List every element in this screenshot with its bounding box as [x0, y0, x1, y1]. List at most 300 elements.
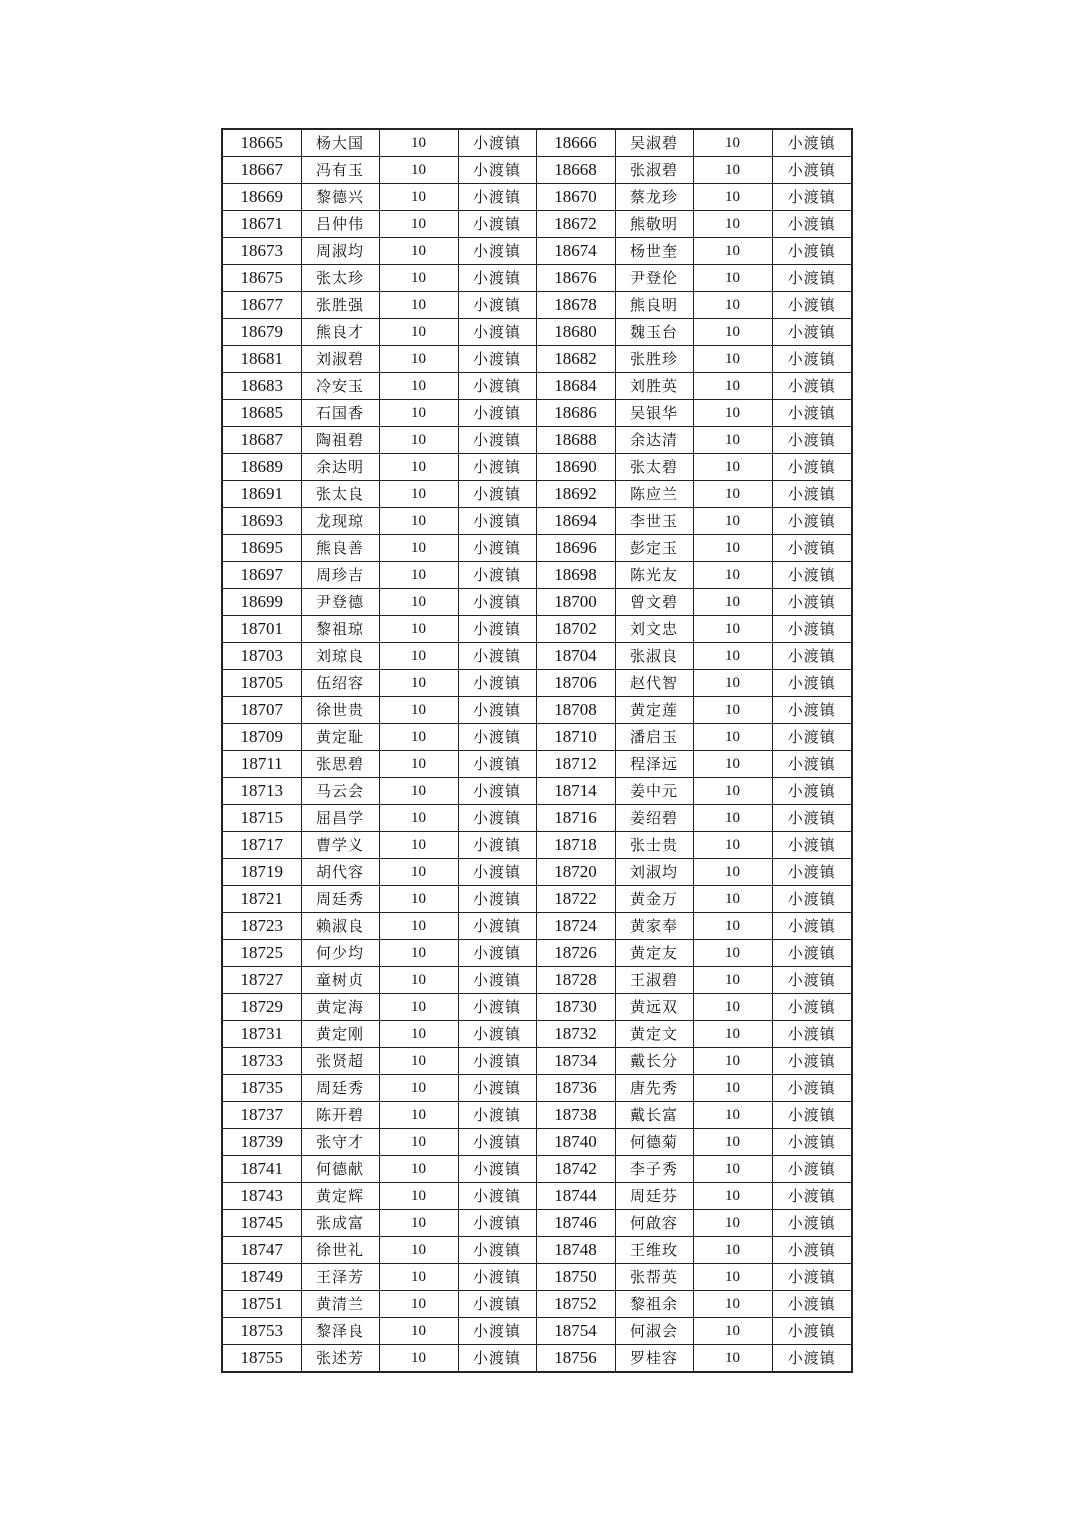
town-cell: 小渡镇 — [772, 427, 852, 454]
person-name-cell: 曹学义 — [301, 832, 379, 859]
person-name-cell: 刘淑均 — [615, 859, 693, 886]
town-cell: 小渡镇 — [772, 157, 852, 184]
town-cell: 小渡镇 — [772, 940, 852, 967]
town-cell: 小渡镇 — [458, 778, 536, 805]
town-cell: 小渡镇 — [772, 1156, 852, 1183]
person-name-cell: 陈开碧 — [301, 1102, 379, 1129]
table-row — [222, 832, 852, 859]
person-name-cell: 蔡龙珍 — [615, 184, 693, 211]
record-id-cell: 18683 — [222, 373, 301, 400]
amount-cell: 10 — [379, 400, 458, 427]
amount-cell: 10 — [379, 238, 458, 265]
amount-cell: 10 — [379, 157, 458, 184]
amount-cell: 10 — [693, 184, 772, 211]
amount-cell: 10 — [693, 211, 772, 238]
person-name-cell: 黄定海 — [301, 994, 379, 1021]
town-cell: 小渡镇 — [772, 1318, 852, 1345]
table-row — [222, 1345, 852, 1373]
table-row — [222, 1075, 852, 1102]
amount-cell: 10 — [693, 1021, 772, 1048]
amount-cell: 10 — [379, 940, 458, 967]
amount-cell: 10 — [379, 805, 458, 832]
person-name-cell: 尹登德 — [301, 589, 379, 616]
record-id-cell: 18749 — [222, 1264, 301, 1291]
town-cell: 小渡镇 — [458, 1318, 536, 1345]
record-id-cell: 18719 — [222, 859, 301, 886]
amount-cell: 10 — [379, 1102, 458, 1129]
record-id-cell: 18714 — [536, 778, 615, 805]
person-name-cell: 黎祖余 — [615, 1291, 693, 1318]
town-cell: 小渡镇 — [772, 724, 852, 751]
table-row — [222, 400, 852, 427]
person-name-cell: 周淑均 — [301, 238, 379, 265]
record-id-cell: 18710 — [536, 724, 615, 751]
person-name-cell: 张太碧 — [615, 454, 693, 481]
town-cell: 小渡镇 — [772, 319, 852, 346]
record-id-cell: 18743 — [222, 1183, 301, 1210]
person-name-cell: 何德献 — [301, 1156, 379, 1183]
person-name-cell: 张胜珍 — [615, 346, 693, 373]
amount-cell: 10 — [379, 1264, 458, 1291]
amount-cell: 10 — [693, 967, 772, 994]
person-name-cell: 唐先秀 — [615, 1075, 693, 1102]
person-name-cell: 黄定文 — [615, 1021, 693, 1048]
roster-table — [221, 128, 853, 1373]
person-name-cell: 周珍吉 — [301, 562, 379, 589]
record-id-cell: 18715 — [222, 805, 301, 832]
amount-cell: 10 — [379, 292, 458, 319]
table-row — [222, 913, 852, 940]
person-name-cell: 刘胜英 — [615, 373, 693, 400]
record-id-cell: 18748 — [536, 1237, 615, 1264]
person-name-cell: 刘淑碧 — [301, 346, 379, 373]
person-name-cell: 熊良明 — [615, 292, 693, 319]
town-cell: 小渡镇 — [458, 724, 536, 751]
amount-cell: 10 — [693, 994, 772, 1021]
person-name-cell: 张士贵 — [615, 832, 693, 859]
person-name-cell: 陈光友 — [615, 562, 693, 589]
table-row — [222, 751, 852, 778]
amount-cell: 10 — [379, 913, 458, 940]
record-id-cell: 18685 — [222, 400, 301, 427]
person-name-cell: 黎泽良 — [301, 1318, 379, 1345]
table-row — [222, 805, 852, 832]
record-id-cell: 18699 — [222, 589, 301, 616]
town-cell: 小渡镇 — [458, 805, 536, 832]
town-cell: 小渡镇 — [772, 184, 852, 211]
town-cell: 小渡镇 — [458, 238, 536, 265]
record-id-cell: 18724 — [536, 913, 615, 940]
person-name-cell: 刘文忠 — [615, 616, 693, 643]
amount-cell: 10 — [379, 670, 458, 697]
amount-cell: 10 — [693, 238, 772, 265]
record-id-cell: 18667 — [222, 157, 301, 184]
amount-cell: 10 — [693, 319, 772, 346]
person-name-cell: 彭定玉 — [615, 535, 693, 562]
amount-cell: 10 — [693, 129, 772, 157]
town-cell: 小渡镇 — [458, 1183, 536, 1210]
person-name-cell: 张淑碧 — [615, 157, 693, 184]
town-cell: 小渡镇 — [772, 481, 852, 508]
amount-cell: 10 — [693, 859, 772, 886]
amount-cell: 10 — [693, 1291, 772, 1318]
town-cell: 小渡镇 — [458, 1156, 536, 1183]
town-cell: 小渡镇 — [458, 1210, 536, 1237]
record-id-cell: 18734 — [536, 1048, 615, 1075]
amount-cell: 10 — [693, 1183, 772, 1210]
table-row — [222, 859, 852, 886]
town-cell: 小渡镇 — [772, 886, 852, 913]
town-cell: 小渡镇 — [772, 1048, 852, 1075]
table-row — [222, 967, 852, 994]
person-name-cell: 黄金万 — [615, 886, 693, 913]
person-name-cell: 杨世奎 — [615, 238, 693, 265]
record-id-cell: 18684 — [536, 373, 615, 400]
town-cell: 小渡镇 — [772, 778, 852, 805]
amount-cell: 10 — [379, 643, 458, 670]
record-id-cell: 18741 — [222, 1156, 301, 1183]
table-row — [222, 643, 852, 670]
person-name-cell: 陈应兰 — [615, 481, 693, 508]
town-cell: 小渡镇 — [458, 1264, 536, 1291]
person-name-cell: 胡代容 — [301, 859, 379, 886]
record-id-cell: 18755 — [222, 1345, 301, 1373]
town-cell: 小渡镇 — [458, 319, 536, 346]
town-cell: 小渡镇 — [772, 129, 852, 157]
town-cell: 小渡镇 — [458, 913, 536, 940]
amount-cell: 10 — [693, 643, 772, 670]
town-cell: 小渡镇 — [458, 1021, 536, 1048]
record-id-cell: 18751 — [222, 1291, 301, 1318]
record-id-cell: 18696 — [536, 535, 615, 562]
town-cell: 小渡镇 — [772, 1075, 852, 1102]
record-id-cell: 18677 — [222, 292, 301, 319]
town-cell: 小渡镇 — [458, 400, 536, 427]
table-row — [222, 238, 852, 265]
town-cell: 小渡镇 — [772, 994, 852, 1021]
record-id-cell: 18744 — [536, 1183, 615, 1210]
record-id-cell: 18750 — [536, 1264, 615, 1291]
record-id-cell: 18728 — [536, 967, 615, 994]
town-cell: 小渡镇 — [458, 1048, 536, 1075]
amount-cell: 10 — [379, 697, 458, 724]
amount-cell: 10 — [693, 616, 772, 643]
town-cell: 小渡镇 — [458, 129, 536, 157]
town-cell: 小渡镇 — [458, 265, 536, 292]
record-id-cell: 18682 — [536, 346, 615, 373]
person-name-cell: 戴长富 — [615, 1102, 693, 1129]
table-row — [222, 319, 852, 346]
table-row — [222, 1291, 852, 1318]
amount-cell: 10 — [379, 1291, 458, 1318]
town-cell: 小渡镇 — [458, 967, 536, 994]
amount-cell: 10 — [693, 1129, 772, 1156]
record-id-cell: 18723 — [222, 913, 301, 940]
amount-cell: 10 — [693, 1156, 772, 1183]
person-name-cell: 张帮英 — [615, 1264, 693, 1291]
amount-cell: 10 — [379, 1183, 458, 1210]
table-row — [222, 265, 852, 292]
amount-cell: 10 — [379, 454, 458, 481]
amount-cell: 10 — [379, 1318, 458, 1345]
amount-cell: 10 — [693, 508, 772, 535]
town-cell: 小渡镇 — [772, 400, 852, 427]
person-name-cell: 姜中元 — [615, 778, 693, 805]
amount-cell: 10 — [693, 697, 772, 724]
town-cell: 小渡镇 — [772, 670, 852, 697]
amount-cell: 10 — [379, 751, 458, 778]
record-id-cell: 18669 — [222, 184, 301, 211]
amount-cell: 10 — [693, 940, 772, 967]
table-row — [222, 589, 852, 616]
town-cell: 小渡镇 — [458, 994, 536, 1021]
person-name-cell: 熊敬明 — [615, 211, 693, 238]
person-name-cell: 黄定辉 — [301, 1183, 379, 1210]
table-row — [222, 886, 852, 913]
town-cell: 小渡镇 — [458, 481, 536, 508]
person-name-cell: 石国香 — [301, 400, 379, 427]
amount-cell: 10 — [379, 319, 458, 346]
record-id-cell: 18679 — [222, 319, 301, 346]
amount-cell: 10 — [379, 994, 458, 1021]
person-name-cell: 黎祖琼 — [301, 616, 379, 643]
person-name-cell: 陶祖碧 — [301, 427, 379, 454]
person-name-cell: 王淑碧 — [615, 967, 693, 994]
amount-cell: 10 — [379, 373, 458, 400]
amount-cell: 10 — [379, 778, 458, 805]
amount-cell: 10 — [693, 913, 772, 940]
town-cell: 小渡镇 — [772, 1183, 852, 1210]
amount-cell: 10 — [693, 535, 772, 562]
town-cell: 小渡镇 — [772, 373, 852, 400]
person-name-cell: 姜绍碧 — [615, 805, 693, 832]
table-row — [222, 562, 852, 589]
record-id-cell: 18700 — [536, 589, 615, 616]
record-id-cell: 18704 — [536, 643, 615, 670]
amount-cell: 10 — [379, 589, 458, 616]
amount-cell: 10 — [693, 346, 772, 373]
record-id-cell: 18673 — [222, 238, 301, 265]
table-row — [222, 1237, 852, 1264]
record-id-cell: 18691 — [222, 481, 301, 508]
person-name-cell: 周廷秀 — [301, 1075, 379, 1102]
person-name-cell: 李子秀 — [615, 1156, 693, 1183]
person-name-cell: 黄定耻 — [301, 724, 379, 751]
record-id-cell: 18697 — [222, 562, 301, 589]
town-cell: 小渡镇 — [458, 292, 536, 319]
amount-cell: 10 — [693, 373, 772, 400]
town-cell: 小渡镇 — [458, 211, 536, 238]
person-name-cell: 魏玉台 — [615, 319, 693, 346]
town-cell: 小渡镇 — [458, 1129, 536, 1156]
record-id-cell: 18689 — [222, 454, 301, 481]
person-name-cell: 黄家奉 — [615, 913, 693, 940]
amount-cell: 10 — [379, 1048, 458, 1075]
roster-table-body — [222, 129, 852, 1372]
person-name-cell: 冯有玉 — [301, 157, 379, 184]
table-row — [222, 535, 852, 562]
person-name-cell: 黄定莲 — [615, 697, 693, 724]
town-cell: 小渡镇 — [772, 211, 852, 238]
town-cell: 小渡镇 — [458, 1075, 536, 1102]
town-cell: 小渡镇 — [772, 967, 852, 994]
record-id-cell: 18701 — [222, 616, 301, 643]
table-row — [222, 724, 852, 751]
town-cell: 小渡镇 — [458, 940, 536, 967]
table-row — [222, 346, 852, 373]
table-row — [222, 184, 852, 211]
record-id-cell: 18725 — [222, 940, 301, 967]
record-id-cell: 18717 — [222, 832, 301, 859]
town-cell: 小渡镇 — [458, 346, 536, 373]
person-name-cell: 童树贞 — [301, 967, 379, 994]
person-name-cell: 刘琼良 — [301, 643, 379, 670]
amount-cell: 10 — [379, 562, 458, 589]
record-id-cell: 18739 — [222, 1129, 301, 1156]
record-id-cell: 18721 — [222, 886, 301, 913]
person-name-cell: 尹登伦 — [615, 265, 693, 292]
town-cell: 小渡镇 — [458, 1291, 536, 1318]
town-cell: 小渡镇 — [772, 1291, 852, 1318]
record-id-cell: 18754 — [536, 1318, 615, 1345]
person-name-cell: 赵代智 — [615, 670, 693, 697]
table-row — [222, 1183, 852, 1210]
record-id-cell: 18729 — [222, 994, 301, 1021]
person-name-cell: 张太良 — [301, 481, 379, 508]
record-id-cell: 18702 — [536, 616, 615, 643]
record-id-cell: 18711 — [222, 751, 301, 778]
amount-cell: 10 — [379, 832, 458, 859]
table-row — [222, 616, 852, 643]
record-id-cell: 18730 — [536, 994, 615, 1021]
person-name-cell: 吴淑碧 — [615, 129, 693, 157]
record-id-cell: 18695 — [222, 535, 301, 562]
person-name-cell: 黄远双 — [615, 994, 693, 1021]
record-id-cell: 18690 — [536, 454, 615, 481]
person-name-cell: 余达清 — [615, 427, 693, 454]
record-id-cell: 18670 — [536, 184, 615, 211]
record-id-cell: 18737 — [222, 1102, 301, 1129]
record-id-cell: 18680 — [536, 319, 615, 346]
person-name-cell: 黄定友 — [615, 940, 693, 967]
table-row — [222, 508, 852, 535]
amount-cell: 10 — [379, 1156, 458, 1183]
amount-cell: 10 — [693, 454, 772, 481]
record-id-cell: 18735 — [222, 1075, 301, 1102]
town-cell: 小渡镇 — [772, 346, 852, 373]
record-id-cell: 18693 — [222, 508, 301, 535]
record-id-cell: 18718 — [536, 832, 615, 859]
amount-cell: 10 — [379, 724, 458, 751]
person-name-cell: 程泽远 — [615, 751, 693, 778]
table-row — [222, 211, 852, 238]
amount-cell: 10 — [379, 346, 458, 373]
person-name-cell: 龙现琼 — [301, 508, 379, 535]
town-cell: 小渡镇 — [772, 697, 852, 724]
amount-cell: 10 — [379, 859, 458, 886]
table-row — [222, 129, 852, 157]
town-cell: 小渡镇 — [772, 1264, 852, 1291]
town-cell: 小渡镇 — [772, 832, 852, 859]
person-name-cell: 王维玫 — [615, 1237, 693, 1264]
town-cell: 小渡镇 — [772, 292, 852, 319]
table-row — [222, 292, 852, 319]
person-name-cell: 屈昌学 — [301, 805, 379, 832]
town-cell: 小渡镇 — [458, 157, 536, 184]
amount-cell: 10 — [379, 129, 458, 157]
town-cell: 小渡镇 — [458, 184, 536, 211]
record-id-cell: 18687 — [222, 427, 301, 454]
table-row — [222, 427, 852, 454]
person-name-cell: 余达明 — [301, 454, 379, 481]
amount-cell: 10 — [379, 616, 458, 643]
amount-cell: 10 — [693, 778, 772, 805]
town-cell: 小渡镇 — [458, 1345, 536, 1373]
person-name-cell: 李世玉 — [615, 508, 693, 535]
person-name-cell: 戴长分 — [615, 1048, 693, 1075]
amount-cell: 10 — [379, 1210, 458, 1237]
table-row — [222, 373, 852, 400]
record-id-cell: 18752 — [536, 1291, 615, 1318]
amount-cell: 10 — [693, 481, 772, 508]
town-cell: 小渡镇 — [458, 508, 536, 535]
record-id-cell: 18681 — [222, 346, 301, 373]
amount-cell: 10 — [693, 1318, 772, 1345]
table-row — [222, 454, 852, 481]
amount-cell: 10 — [693, 265, 772, 292]
town-cell: 小渡镇 — [772, 859, 852, 886]
amount-cell: 10 — [379, 1075, 458, 1102]
town-cell: 小渡镇 — [458, 373, 536, 400]
record-id-cell: 18708 — [536, 697, 615, 724]
record-id-cell: 18736 — [536, 1075, 615, 1102]
record-id-cell: 18722 — [536, 886, 615, 913]
person-name-cell: 黄清兰 — [301, 1291, 379, 1318]
table-row — [222, 1102, 852, 1129]
person-name-cell: 王泽芳 — [301, 1264, 379, 1291]
town-cell: 小渡镇 — [458, 589, 536, 616]
person-name-cell: 熊良才 — [301, 319, 379, 346]
record-id-cell: 18727 — [222, 967, 301, 994]
amount-cell: 10 — [379, 886, 458, 913]
record-id-cell: 18740 — [536, 1129, 615, 1156]
amount-cell: 10 — [693, 589, 772, 616]
amount-cell: 10 — [379, 211, 458, 238]
amount-cell: 10 — [379, 1129, 458, 1156]
person-name-cell: 张述芳 — [301, 1345, 379, 1373]
table-row — [222, 697, 852, 724]
person-name-cell: 何淑会 — [615, 1318, 693, 1345]
record-id-cell: 18745 — [222, 1210, 301, 1237]
record-id-cell: 18665 — [222, 129, 301, 157]
person-name-cell: 张成富 — [301, 1210, 379, 1237]
record-id-cell: 18753 — [222, 1318, 301, 1345]
person-name-cell: 马云会 — [301, 778, 379, 805]
record-id-cell: 18668 — [536, 157, 615, 184]
amount-cell: 10 — [693, 832, 772, 859]
person-name-cell: 吕仲伟 — [301, 211, 379, 238]
record-id-cell: 18692 — [536, 481, 615, 508]
amount-cell: 10 — [379, 1021, 458, 1048]
amount-cell: 10 — [693, 562, 772, 589]
record-id-cell: 18709 — [222, 724, 301, 751]
town-cell: 小渡镇 — [458, 1102, 536, 1129]
town-cell: 小渡镇 — [772, 1021, 852, 1048]
person-name-cell: 何啟容 — [615, 1210, 693, 1237]
town-cell: 小渡镇 — [458, 616, 536, 643]
table-row — [222, 1129, 852, 1156]
record-id-cell: 18733 — [222, 1048, 301, 1075]
